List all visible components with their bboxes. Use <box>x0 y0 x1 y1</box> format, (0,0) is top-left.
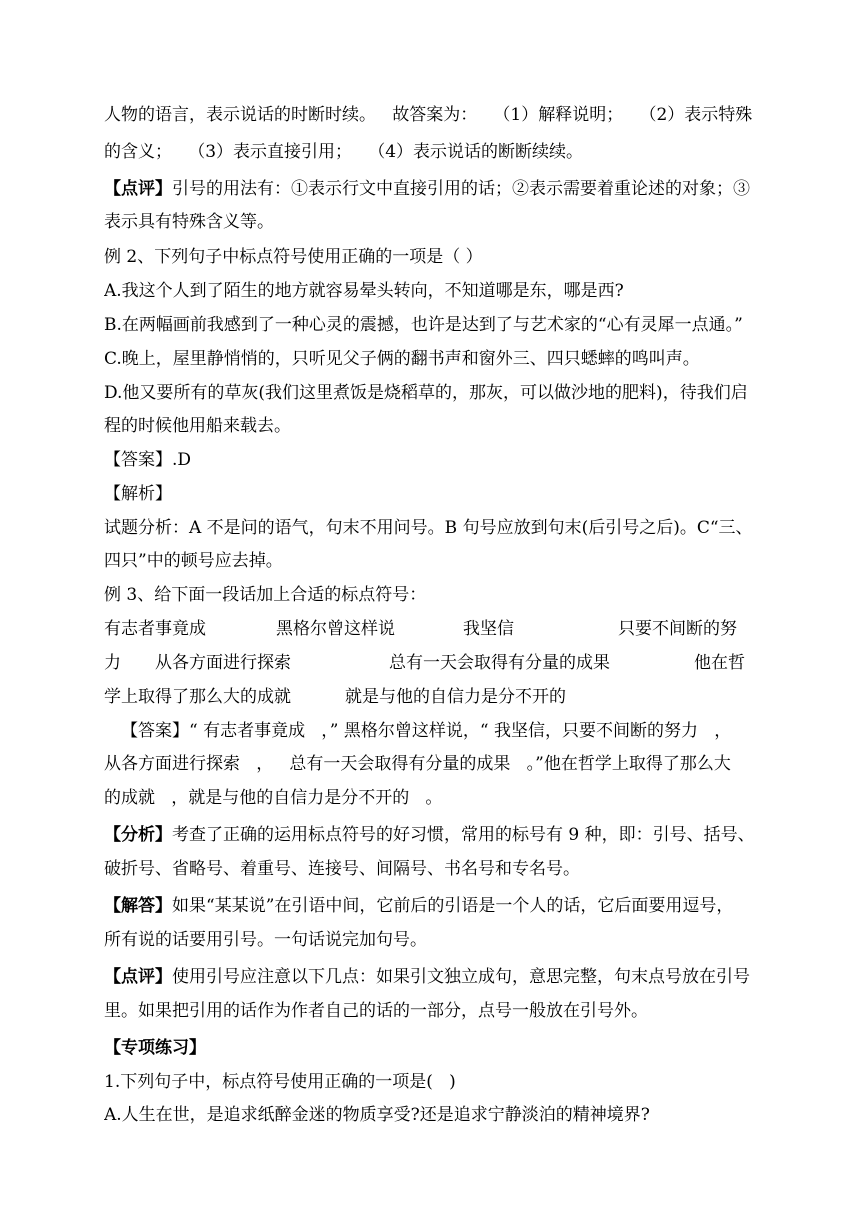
text-line: 试题分析：A 不是问的语气，句末不用问号。B 句号应放到句末(后引号之后)。C“三、 <box>104 518 753 538</box>
phrase: 总有一天会取得有分量的成果 <box>389 653 610 673</box>
example-heading: 例 3、给下面一段话加上合适的标点符号： <box>104 585 427 605</box>
comment-tag: 【点评】 <box>104 179 172 199</box>
comment-tag: 【点评】 <box>104 967 172 987</box>
text-line: 的成就 ，就是与他的自信力是分不开的 。 <box>104 788 443 808</box>
phrase: 黑格尔曾这样说 <box>276 619 395 639</box>
text-line: 人物的语言，表示说话的时断时续。 故答案为： （1）解释说明； （2）表示特殊 <box>104 105 753 125</box>
text-line: 所有说的话要用引号。一句话说完加句号。 <box>104 930 427 950</box>
text-line: 破折号、省略号、着重号、连接号、间隔号、书名号和专名号。 <box>104 859 580 879</box>
text-line: 里。如果把引用的话作为作者自己的话的一部分，点号一般放在引号外。 <box>104 1001 648 1021</box>
question-line: 1.下列句子中，标点符号使用正确的一项是( ) <box>104 1072 456 1092</box>
comment-text: 使用引号应注意以下几点：如果引文独立成句，意思完整，句末点号放在引号 <box>172 967 750 987</box>
analysis-heading: 【解析】 <box>104 484 172 504</box>
text-line: 四只”中的顿号应去掉。 <box>104 551 283 571</box>
option-d: D.他又要所有的草灰(我们这里煮饭是烧稻草的，那灰，可以做沙地的肥料)，待我们启 <box>104 383 748 403</box>
text-line: 的含义； （3）表示直接引用； （4）表示说话的断断续续。 <box>104 142 584 162</box>
solution-tag: 【解答】 <box>104 896 172 916</box>
answer-line: 【答案】.D <box>104 450 192 470</box>
answer-line: 【答案】“ 有志者事竟成 ，” 黑格尔曾这样说，“ 我坚信，只要不间断的努力 ， <box>121 721 732 741</box>
comment-line <box>104 964 764 990</box>
text-line: 表示具有特殊含义等。 <box>104 212 274 232</box>
comment-line <box>104 176 764 202</box>
phrase: 有志者事竟成 <box>104 619 206 639</box>
text-line: 从各方面进行探索 ， 总有一天会取得有分量的成果 。”他在哲学上取得了那么大 <box>104 754 731 774</box>
phrase: 学上取得了那么大的成就 <box>104 687 291 707</box>
comment-text: 引号的用法有：①表示行文中直接引用的话；②表示需要着重论述的对象；③ <box>172 179 750 199</box>
option-a: A.我这个人到了陌生的地方就容易晕头转向，不知道哪是东，哪是西? <box>104 281 624 301</box>
phrase: 从各方面进行探索 <box>155 653 291 673</box>
phrase: 他在哲 <box>694 653 745 673</box>
solution-text: 如果“某某说”在引语中间，它前后的引语是一个人的话，它后面要用逗号， <box>172 896 734 916</box>
analysis-tag: 【分析】 <box>104 825 172 845</box>
phrase: 只要不间断的努 <box>618 619 737 639</box>
section-heading: 【专项练习】 <box>104 1038 206 1058</box>
exercise-line <box>104 684 764 710</box>
option-c: C.晚上，屋里静悄悄的，只听见父子俩的翻书声和窗外三、四只蟋蟀的鸣叫声。 <box>104 349 700 369</box>
phrase: 力 <box>104 653 121 673</box>
phrase: 我坚信 <box>463 619 514 639</box>
example-heading: 例 2、下列句子中标点符号使用正确的一项是（ ） <box>104 247 483 267</box>
option-a: A.人生在世，是追求纸醉金迷的物质享受?还是追求宁静淡泊的精神境界? <box>104 1105 650 1125</box>
phrase: 就是与他的自信力是分不开的 <box>345 687 566 707</box>
exercise-line <box>104 616 764 642</box>
solution-line <box>104 893 764 919</box>
analysis-line <box>104 822 764 848</box>
analysis-text: 考查了正确的运用标点符号的好习惯，常用的标号有 9 种，即：引号、括号、 <box>172 825 755 845</box>
option-d-continued: 程的时候他用船来载去。 <box>104 416 291 436</box>
exercise-line <box>104 650 764 676</box>
option-b: B.在两幅画前我感到了一种心灵的震撼，也许是达到了与艺术家的“心有灵犀一点通。” <box>104 315 743 335</box>
